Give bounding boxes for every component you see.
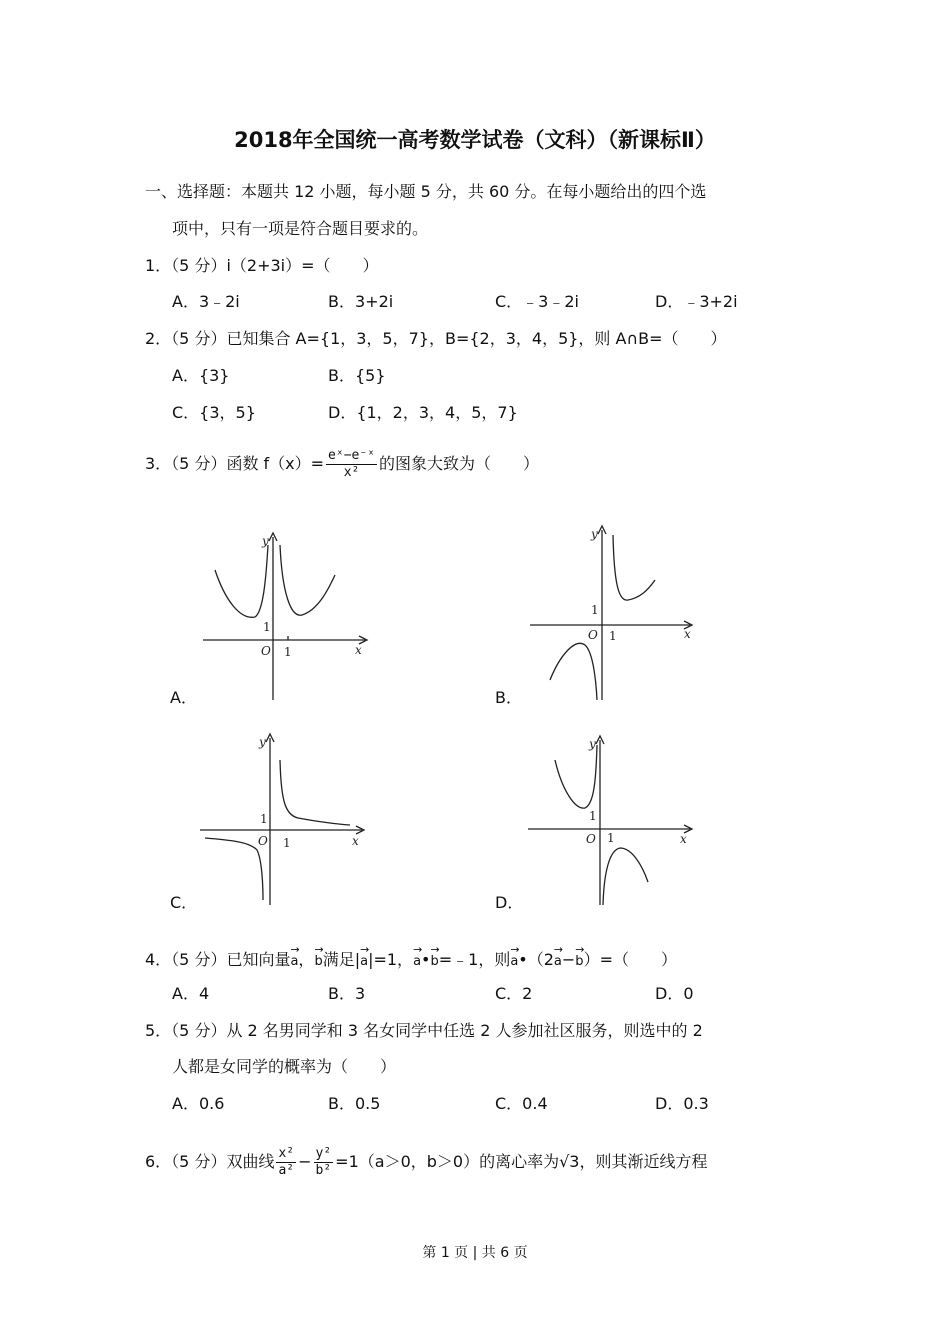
q5-option-d: D．0.3 — [655, 1094, 709, 1113]
q4-text: ， — [298, 950, 315, 969]
vector-a: → a — [554, 946, 562, 972]
axis-label-y: y — [591, 527, 598, 541]
graph-d-curve-upper — [555, 745, 597, 808]
q4-stem — [145, 946, 677, 972]
q3-option-b: B． — [495, 688, 522, 707]
q2-option-d: D．{1，2，3，4，5，7} — [328, 403, 518, 422]
axis-label-x: x — [680, 832, 687, 846]
q6-text: 6．（5 分）双曲线 — [145, 1152, 275, 1171]
graph-d — [528, 736, 692, 905]
graph-d-curve-lower — [603, 848, 648, 905]
q4-text: |=1， — [368, 950, 414, 969]
graph-b-curve-upper — [613, 535, 655, 600]
q6-text: =1（a＞0，b＞0）的离心率为 — [335, 1152, 560, 1171]
graph-c-curve-lower — [205, 838, 263, 900]
q1-option-b: B．3+2i — [328, 292, 394, 311]
axis-label-x: x — [355, 643, 362, 657]
q3-denominator: x² — [343, 465, 360, 480]
q2-stem: 2．（5 分）已知集合 A={1，3，5，7}，B={2，3，4，5}，则 A∩B=（ ） — [145, 329, 727, 348]
q5-stem-cont: 人都是女同学的概率为（ ） — [172, 1057, 397, 1076]
graph-b — [530, 526, 692, 700]
q2-option-b: B．{5} — [328, 366, 386, 385]
section-heading: 一、选择题：本题共 12 小题，每小题 5 分，共 60 分。在每小题给出的四个选 — [145, 182, 707, 201]
q6-text: ，则其渐近线方程 — [579, 1152, 708, 1171]
q1-option-d: D．﹣3+2i — [655, 292, 738, 311]
origin-label: O — [588, 628, 598, 642]
origin-label: O — [586, 832, 596, 846]
q6-fraction-x — [276, 1146, 296, 1179]
q6-stem — [145, 1146, 707, 1179]
axis-label-y: y — [262, 534, 269, 548]
q2-option-c: C．{3，5} — [172, 403, 256, 422]
q4-text: 满足| — [322, 950, 361, 969]
q3-option-a: A． — [170, 688, 197, 707]
graph-a — [203, 533, 367, 700]
q1-stem: 1．（5 分）i（2+3i）=（ ） — [145, 256, 379, 275]
q4-text: =﹣1，则 — [438, 950, 511, 969]
q4-option-b: B．3 — [328, 984, 366, 1003]
tick-label-y1: 1 — [263, 620, 271, 634]
vector-a: → a — [413, 946, 421, 972]
graph-b-curve-lower — [550, 643, 597, 700]
axis-label-x: x — [352, 834, 359, 848]
tick-label-y1: 1 — [260, 812, 268, 826]
q6-text: − — [298, 1152, 312, 1171]
q4-text: •（2 — [518, 950, 554, 969]
q1-option-a: A．3﹣2i — [172, 292, 240, 311]
q5-option-a: A．0.6 — [172, 1094, 225, 1113]
sqrt-3: √3 — [559, 1152, 580, 1171]
q4-option-d: D．0 — [655, 984, 694, 1003]
q1-option-c: C．﹣3﹣2i — [495, 292, 579, 311]
axis-label-y: y — [589, 737, 596, 751]
vector-b: → b — [314, 946, 322, 972]
tick-label-y1: 1 — [591, 603, 599, 617]
q6-fraction-y — [314, 1146, 334, 1179]
graph-c — [200, 734, 364, 905]
vector-a: → a — [360, 946, 368, 972]
q4-option-a: A．4 — [172, 984, 210, 1003]
q3-suffix: 的图象大致为（ ） — [379, 454, 540, 473]
page-title: 2018年全国统一高考数学试卷（文科）（新课标Ⅱ） — [234, 128, 716, 152]
axis-label-y: y — [259, 735, 266, 749]
origin-label: O — [258, 834, 268, 848]
vector-a: → a — [510, 946, 518, 972]
q5-option-b: B．0.5 — [328, 1094, 381, 1113]
origin-label: O — [261, 644, 271, 658]
tick-label-x1: 1 — [283, 836, 291, 850]
numerator: x² — [278, 1146, 295, 1161]
denominator: b² — [315, 1163, 332, 1178]
q3-prefix: 3．（5 分）函数 f（x）= — [145, 454, 325, 473]
tick-label-x1: 1 — [284, 645, 292, 659]
q5-option-c: C．0.4 — [495, 1094, 548, 1113]
q3-numerator: eˣ−e⁻ˣ — [328, 448, 376, 463]
axis-label-x: x — [684, 627, 691, 641]
q4-text: • — [421, 950, 431, 969]
tick-label-x1: 1 — [607, 831, 615, 845]
q4-text: 4．（5 分）已知向量 — [145, 950, 291, 969]
vector-b: → b — [575, 946, 583, 972]
vector-b: → b — [430, 946, 438, 972]
tick-label-x1: 1 — [609, 629, 617, 643]
denominator: a² — [278, 1163, 295, 1178]
q2-option-a: A．{3} — [172, 366, 230, 385]
q3-option-d: D． — [495, 893, 524, 912]
vector-a: → a — [290, 946, 298, 972]
q4-text: ）=（ ） — [583, 950, 677, 969]
graph-a-curve-right — [280, 545, 335, 615]
tick-label-y1: 1 — [589, 809, 597, 823]
q3-option-c: C． — [170, 893, 198, 912]
page-footer: 第 1 页 | 共 6 页 — [422, 1245, 528, 1261]
section-heading-cont: 项中，只有一项是符合题目要求的。 — [172, 219, 429, 238]
q4-option-c: C．2 — [495, 984, 533, 1003]
graph-c-curve-upper — [280, 760, 350, 825]
q5-stem: 5．（5 分）从 2 名男同学和 3 名女同学中任选 2 人参加社区服务，则选中的 2 — [145, 1021, 703, 1040]
numerator: y² — [315, 1146, 332, 1161]
q4-text: − — [561, 950, 576, 969]
graph-a-curve-left — [215, 545, 268, 617]
